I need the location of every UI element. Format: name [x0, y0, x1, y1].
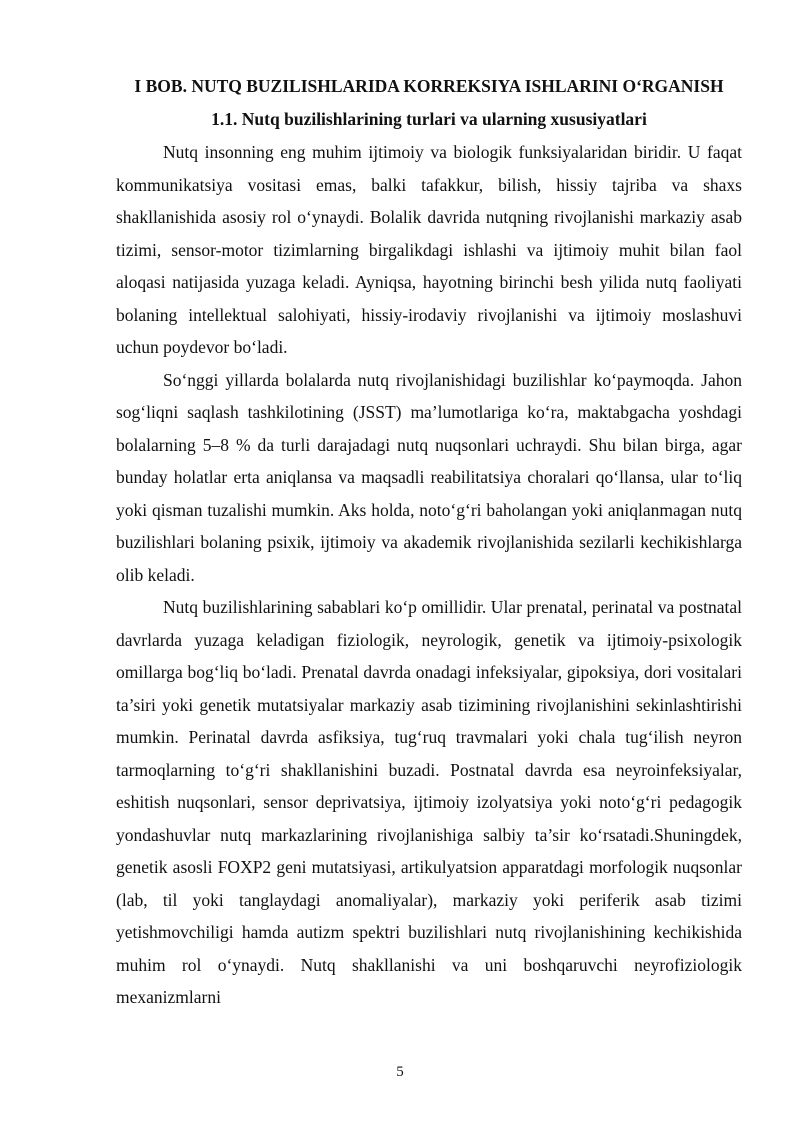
- paragraph-2: So‘nggi yillarda bolalarda nutq rivojlanishidagi buzilishlar ko‘paymoqda. Jahon sog‘liqni saqlash tashkilotining (JSST) ma’lumotlariga ko‘ra, maktabgacha yoshdagi bolalarning 5–8 % da turli darajadagi nutq nuqsonlari uchraydi. Shu bilan birga, agar bunday holatlar erta aniqlansa va maqsadli reabilitatsiya choralari qo‘llansa, ular to‘liq yoki qisman tuzalishi mumkin. Aks holda, noto‘g‘ri baholangan yoki aniqlanmagan nutq buzilishlari bolaning psixik, ijtimoiy va akademik rivojlanishida sezilarli kechikishlarga olib keladi.: [116, 369, 742, 585]
- paragraph-1: Nutq insonning eng muhim ijtimoiy va biologik funksiyalaridan biridir. U faqat kommunikatsiya vositasi emas, balki tafakkur, bilish, hissiy tajriba va shaxs shakllanishida asosiy rol o‘ynaydi. Bolalik davrida nutqning rivojlanishi markaziy asab tizimi, sensor-motor tizimlarning birgalikdagi ishlashi va ijtimoiy muhit bilan faol aloqasi natijasida yuzaga keladi. Ayniqsa, hayotning birinchi besh yilida nutq faoliyati bolaning intellektual salohiyati, hissiy-irodaviy rivojlanishi va ijtimoiy moslashuvi uchun poydevor bo‘ladi.: [116, 142, 742, 357]
- document-page: [116, 70, 742, 1014]
- section-title: 1.1. Nutq buzilishlarining turlari va ularning xususiyatlari: [211, 109, 647, 129]
- paragraph-3: Nutq buzilishlarining sabablari ko‘p omillidir. Ular prenatal, perinatal va postnatal davrlarda yuzaga keladigan fiziologik, neyrologik, genetik va ijtimoiy-psixologik omillarga bog‘liq bo‘ladi. Prenatal davrda onadagi infeksiyalar, gipoksiya, dori vositalari ta’siri yoki genetik mutatsiyalar markaziy asab tizimining rivojlanishini sekinlashtirishi mumkin. Perinatal davrda asfiksiya, tug‘ruq travmalari yoki chala tug‘ilish neyron tarmoqlarning to‘g‘ri shakllanishini buzadi. Postnatal davrda esa neyroinfeksiyalar, eshitish nuqsonlari, sensor deprivatsiya, ijtimoiy izolyatsiya yoki noto‘g‘ri pedagogik yondashuvlar nutq markazlarining rivojlanishiga salbiy ta’sir ko‘rsatadi.Shuningdek, genetik asosli FOXP2 geni mutatsiyasi, artikulyatsion apparatdagi morfologik nuqsonlar (lab, til yoki tanglaydagi anomaliyalar), markaziy yoki periferik asab tizimi yetishmovchiligi hamda autizm spektri buzilishlari nutq rivojlanishining kechikishida muhim rol o‘ynaydi. Nutq shakllanishi va uni boshqaruvchi neyrofiziologik mexanizmlarni: [116, 597, 742, 1007]
- page-number: 5: [396, 1064, 404, 1080]
- chapter-title: I BOB. NUTQ BUZILISHLARIDA KORREKSIYA ISHLARINI O‘RGANISH: [134, 76, 724, 96]
